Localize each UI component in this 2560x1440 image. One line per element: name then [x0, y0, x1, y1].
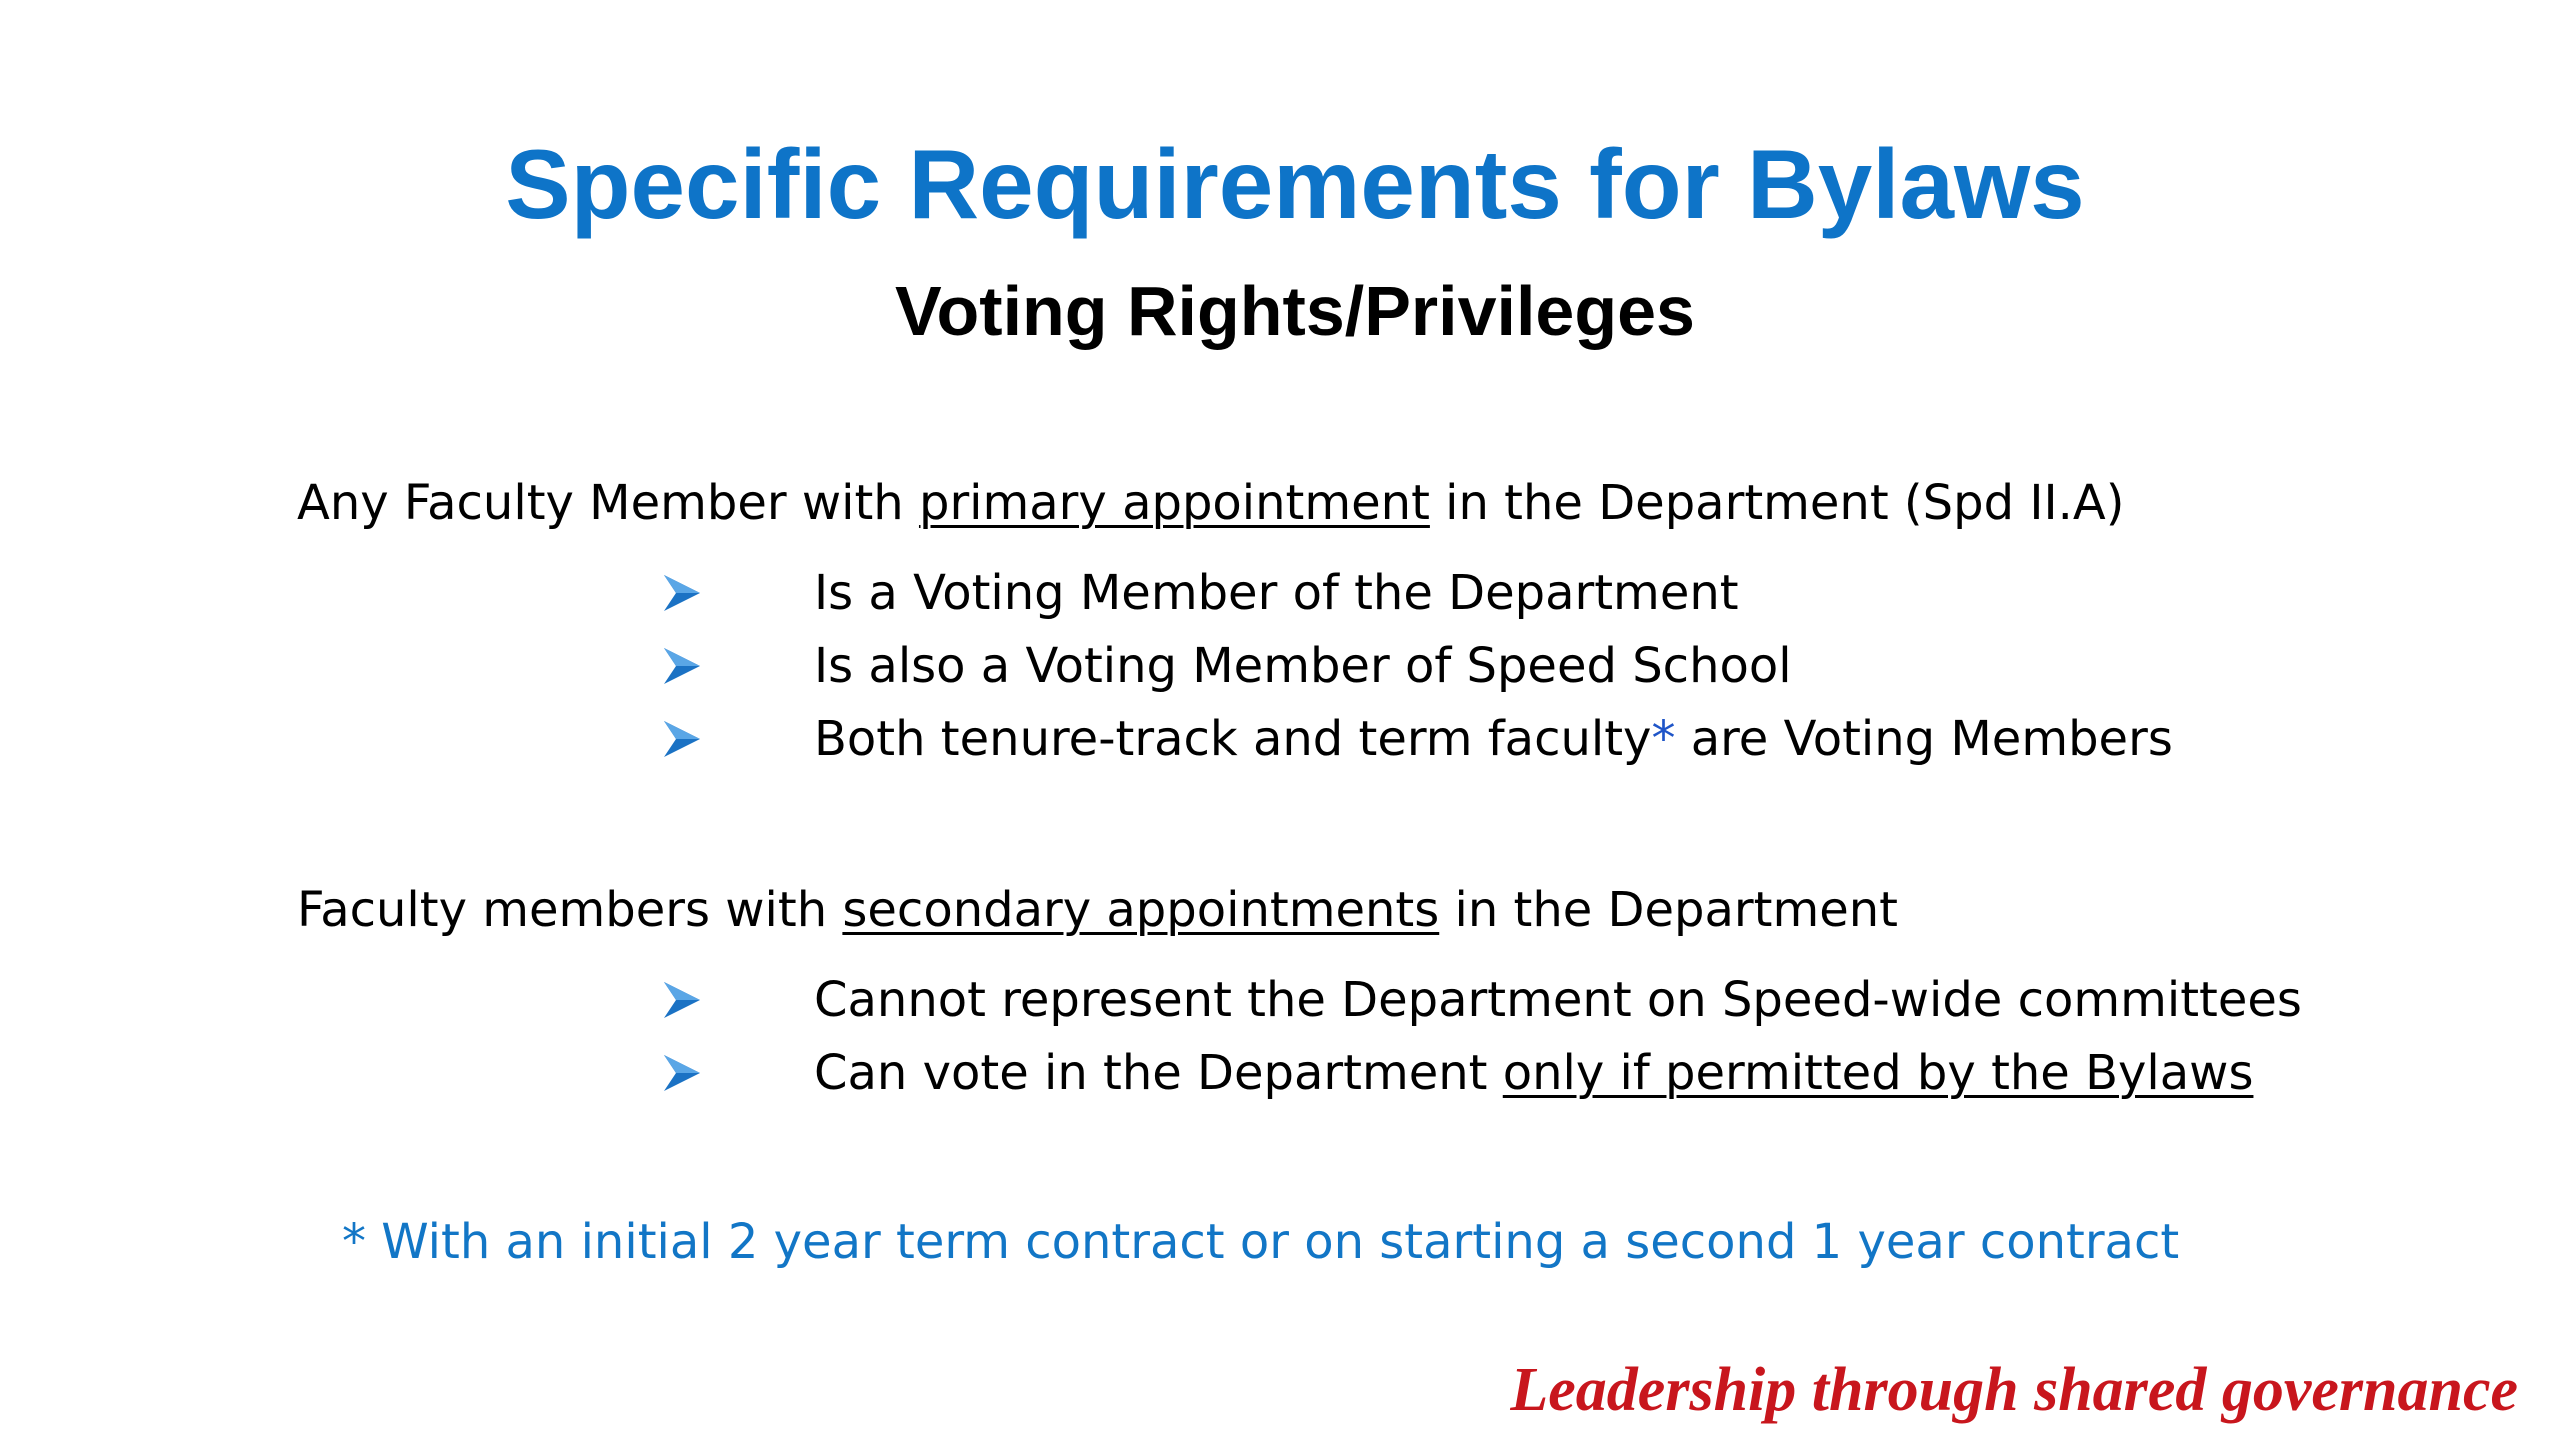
footnote: * With an initial 2 year term contract or on starting a second 1 year contract	[342, 1214, 2180, 1270]
slide-subtitle: Voting Rights/Privileges	[895, 272, 1695, 350]
primary-appointment-underlined: primary appointment	[918, 475, 1430, 531]
secondary-bullet-list	[660, 963, 2302, 1109]
secondary-appointments-underlined: secondary appointments	[842, 882, 1440, 938]
bullet-text-part: Can vote in the Department	[814, 1044, 1503, 1101]
arrowhead-bullet-icon	[660, 1051, 704, 1095]
section-secondary-lead	[297, 880, 1898, 940]
slide-title: Specific Requirements for Bylaws	[505, 129, 2085, 239]
bullet-text-part: are Voting Members	[1675, 710, 2173, 767]
arrowhead-bullet-icon	[660, 644, 704, 688]
bullet-text: Is also a Voting Member of Speed School	[814, 637, 1792, 694]
bullet-text	[814, 1043, 2253, 1103]
asterisk-marker: *	[1651, 710, 1676, 767]
list-item	[660, 556, 2173, 629]
arrowhead-bullet-icon	[660, 978, 704, 1022]
tagline: Leadership through shared governance	[1510, 1356, 2518, 1424]
bullet-text: Cannot represent the Department on Speed-wide committees	[814, 971, 2302, 1028]
bullet-text-part: Both tenure-track and term faculty	[814, 710, 1652, 767]
arrowhead-bullet-icon	[660, 571, 704, 615]
lead-text: in the Department (Spd II.A)	[1429, 475, 2125, 531]
lead-text: Any Faculty Member with	[297, 475, 919, 531]
lead-text: Faculty members with	[297, 882, 843, 938]
bullet-text	[814, 709, 2173, 769]
section-primary-lead	[297, 473, 2124, 533]
arrowhead-bullet-icon	[660, 717, 704, 761]
primary-bullet-list	[660, 556, 2173, 775]
list-item	[660, 702, 2173, 775]
only-if-permitted-underlined: only if permitted by the Bylaws	[1502, 1044, 2254, 1101]
list-item	[660, 629, 2173, 702]
list-item	[660, 1036, 2302, 1109]
lead-text: in the Department	[1439, 882, 1898, 938]
bullet-text: Is a Voting Member of the Department	[814, 564, 1739, 621]
list-item	[660, 963, 2302, 1036]
